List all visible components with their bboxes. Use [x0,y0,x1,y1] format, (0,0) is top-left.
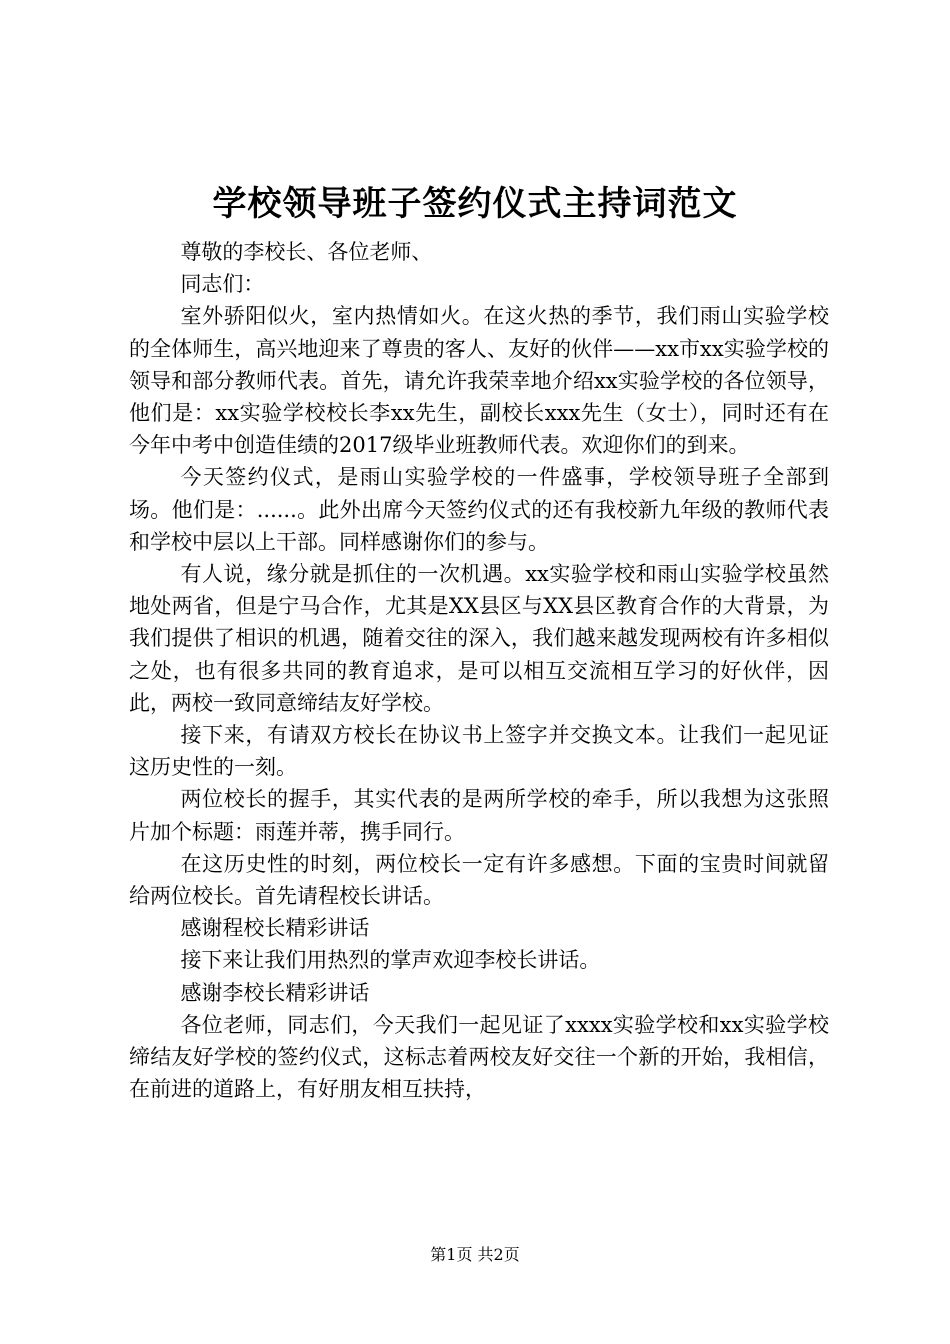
document-title: 学校领导班子签约仪式主持词范文 [212,184,738,224]
salutation-line-1: 尊敬的李校长、各位老师、 [180,240,433,264]
paragraph-closing: 各位老师，同志们，今天我们一起见证了xxxx实验学校和xx实验学校缔结友好学校的签约仪式，这标志着两校友好交往一个新的开始，我相信，在前进的道路上，有好朋友相互扶持， [129,1012,829,1102]
paragraph-thanks-li: 感谢李校长精彩讲话 [180,980,370,1005]
salutation-line-2: 同志们： [180,272,265,297]
paragraph-opportunity: 有人说，缘分就是抓住的一次机遇。xx实验学校和雨山实验学校虽然地处两省，但是宁马合作，尤其是XX县区与XX县区教育合作的大背景，为我们提供了相识的机遇，随着交往的深入，我们越来越发现两校有许多相似之处，也有很多共同的教育追求，是可以相互交流相互学习的好伙伴，因此，两校一致同意缔结友好学校。 [129,562,829,715]
page-footer: 第1页 共2页 [430,1245,520,1264]
paragraph-handshake: 两位校长的握手，其实代表的是两所学校的牵手，所以我想为这张照片加个标题：雨莲并蒂，携手同行。 [129,787,829,844]
paragraph-ceremony: 今天签约仪式，是雨山实验学校的一件盛事，学校领导班子全部到场。他们是：......。此外出席今天签约仪式的还有我校新九年级的教师代表和学校中层以上干部。同样感谢你们的参与。 [129,465,829,554]
paragraph-thanks-cheng: 感谢程校长精彩讲话 [180,916,370,941]
paragraph-signing: 接下来，有请双方校长在协议书上签字并交换文本。让我们一起见证这历史性的一刻。 [129,723,829,780]
paragraph-speech-intro: 在这历史性的时刻，两位校长一定有许多感想。下面的宝贵时间就留给两位校长。首先请程校长讲话。 [129,851,829,909]
paragraph-welcome-li: 接下来让我们用热烈的掌声欢迎李校长讲话。 [180,948,601,973]
paragraph-welcome: 室外骄阳似火，室内热情如火。在这火热的季节，我们雨山实验学校的全体师生，高兴地迎来了尊贵的客人、友好的伙伴——xx市xx实验学校的领导和部分教师代表。首先，请允许我荣幸地介绍xx实验学校的各位领导，他们是：xx实验学校校长李xx先生，副校长xxx先生（女士），同时还有在今年中考中创造佳绩的2017级毕业班教师代表。欢迎你们的到来。 [129,304,829,458]
document-body [129,236,829,1105]
